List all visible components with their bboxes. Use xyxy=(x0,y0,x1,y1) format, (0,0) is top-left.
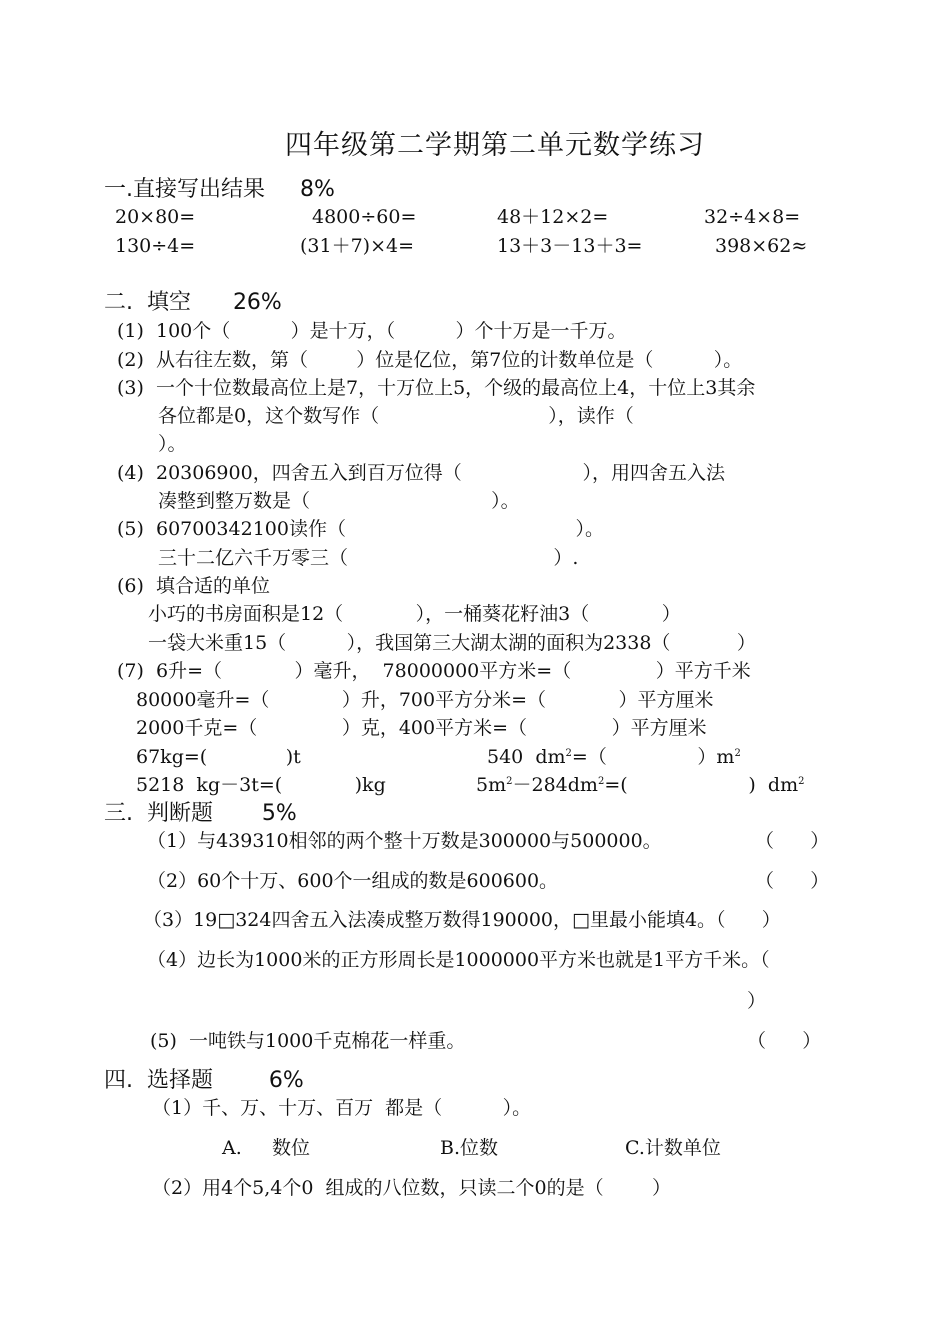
calc-6: (31＋7)×4= xyxy=(300,235,415,257)
judge-5: (5) 一吨铁与1000千克棉花一样重。 xyxy=(150,1030,466,1052)
fill-q6-line1: 小巧的书房面积是12（ ），一桶葵花籽油3（ ） xyxy=(148,603,681,625)
judge-3: （3）19□324四舍五入法凑成整万数得190000，□里最小能填4。（ ） xyxy=(143,909,781,931)
fill-q7-line5-right: $5m^2-284dm^2=$( ) $dm^2$ xyxy=(476,774,805,796)
page-title: 四年级第二学期第二单元数学练习 xyxy=(285,130,705,161)
calc-8: 398×62≈ xyxy=(715,235,808,257)
judge-2: （2）60个十万、600个一组成的数是600600。 xyxy=(147,870,559,892)
fill-q7-line4-left: 67kg=( )t xyxy=(136,746,301,768)
section-3-heading: 三. 判断题 5% xyxy=(104,801,297,826)
fill-q7-line5-left: 5218 kg－3t=( )kg xyxy=(136,774,386,796)
calc-5: 130÷4= xyxy=(115,235,196,257)
fill-q7-line1: (7) 6升=（ ）毫升， 78000000平方米=（ ）平方千米 xyxy=(117,660,751,682)
calc-4: 32÷4×8= xyxy=(704,206,801,228)
fill-q7-line2: 80000毫升=（ ）升，700平方分米=（ ）平方厘米 xyxy=(136,689,714,711)
section-4-heading: 四. 选择题 6% xyxy=(104,1068,304,1093)
calc-3: 48＋12×2= xyxy=(497,206,609,228)
calc-1: 20×80= xyxy=(115,206,196,228)
section-1-heading: 一.直接写出结果 8% xyxy=(104,177,335,202)
fill-q3-line2: 各位都是0，这个数写作（ ），读作（ xyxy=(158,405,634,427)
fill-q7-line3: 2000千克=（ ）克，400平方米=（ ）平方厘米 xyxy=(136,717,707,739)
fill-q4-line2: 凑整到整万数是（ ）。 xyxy=(158,490,520,512)
judge-1-paren: （ ） xyxy=(755,830,830,852)
choice-1: （1）千、万、十万、百万 都是（ ）。 xyxy=(152,1097,532,1119)
fill-q3-line1: (3) 一个十位数最高位上是7，十万位上5，个级的最高位上4，十位上3其余 xyxy=(117,377,756,399)
fill-q6: (6) 填合适的单位 xyxy=(117,575,270,597)
choice-1-option-c: C.计数单位 xyxy=(625,1137,721,1159)
fill-q5-line1: (5) 60700342100读作（ ）。 xyxy=(117,518,604,540)
fill-q7-line4-right: 540 $dm^2=$（ ）$m^2$ xyxy=(487,746,741,768)
judge-2-paren: （ ） xyxy=(755,870,830,892)
choice-2: （2）用4个5,4个0 组成的八位数，只读二个0的是（ ） xyxy=(152,1177,671,1199)
fill-q1: (1) 100个（ ）是十万，（ ）个十万是一千万。 xyxy=(117,320,627,342)
fill-q5-line2: 三十二亿六千万零三（ ）. xyxy=(158,547,579,569)
section-2-heading: 二. 填空 26% xyxy=(104,290,282,315)
choice-1-option-a: A. 数位 xyxy=(222,1137,310,1159)
fill-q3-line3: ）。 xyxy=(158,433,187,455)
fill-q6-line2: 一袋大米重15（ ），我国第三大湖太湖的面积为2338（ ） xyxy=(148,632,756,654)
calc-2: 4800÷60= xyxy=(312,206,417,228)
judge-5-paren: （ ） xyxy=(747,1030,822,1052)
judge-1: （1）与439310相邻的两个整十万数是300000与500000。 xyxy=(147,830,662,852)
judge-4: （4）边长为1000米的正方形周长是1000000平方米也就是1平方千米。（ xyxy=(147,949,770,971)
fill-q2: (2) 从右往左数，第（ ）位是亿位，第7位的计数单位是（ ）。 xyxy=(117,349,743,371)
calc-7: 13＋3－13＋3= xyxy=(497,235,643,257)
fill-q4-line1: (4) 20306900，四舍五入到百万位得（ ），用四舍五入法 xyxy=(117,462,725,484)
judge-4-close: ） xyxy=(747,990,767,1012)
choice-1-option-b: B.位数 xyxy=(440,1137,499,1159)
